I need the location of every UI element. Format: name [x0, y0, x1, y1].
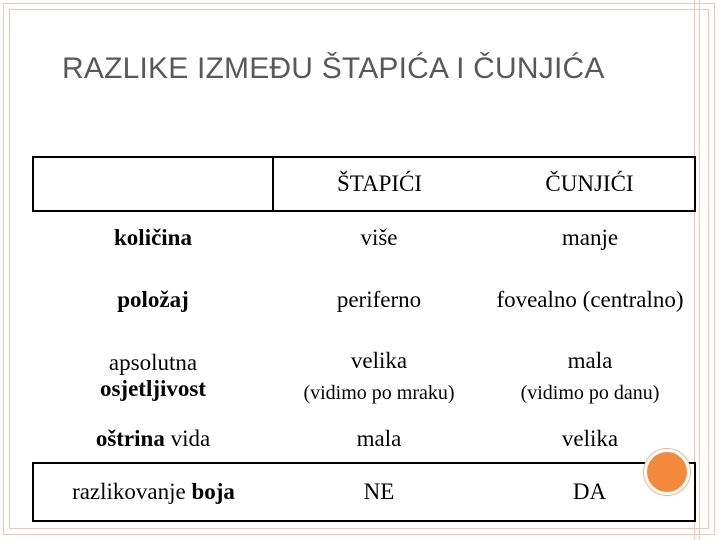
- row-label: [33, 336, 273, 416]
- cell-cunjici: DA: [485, 463, 695, 521]
- slide-title: RAZLIKE IZMEĐU ŠTAPIĆA I ČUNJIĆA: [62, 52, 605, 85]
- row-label-line2: osjetljivost: [99, 376, 207, 401]
- row-label-line1: apsolutna: [108, 350, 198, 375]
- header-cell-stapici: ŠTAPIĆI: [273, 157, 485, 211]
- decorative-circle: [644, 449, 690, 495]
- table-row: [33, 416, 695, 463]
- row-label-rest: razlikovanje: [72, 479, 192, 504]
- cell-stapici: [273, 336, 485, 416]
- cell-stapici-value: velika: [350, 347, 408, 373]
- row-label-bold: boja: [191, 479, 235, 504]
- row-label-bold: oštrina: [95, 426, 165, 451]
- cell-cunjici: [485, 264, 695, 336]
- decorative-line: [699, 0, 700, 540]
- cell-cunjici: velika: [485, 416, 695, 463]
- cell-cunjici: manje: [561, 225, 619, 250]
- cell-stapici: više: [360, 225, 398, 250]
- table-row: [33, 463, 695, 521]
- header-cell-cunjici: ČUNJIĆI: [485, 157, 695, 211]
- row-label: [33, 463, 273, 521]
- header-cell-empty: [33, 157, 273, 211]
- table-header-row: [33, 157, 695, 211]
- cell-cunjici: [485, 336, 695, 416]
- cell-cunjici-text: fovealno (centralno): [496, 287, 684, 312]
- cell-stapici: periferno: [336, 287, 422, 312]
- cell-stapici: NE: [273, 463, 485, 521]
- table-row: [33, 211, 695, 264]
- comparison-table: [32, 156, 696, 522]
- row-label: [33, 416, 273, 463]
- row-label: položaj: [117, 287, 189, 312]
- table-row: [33, 336, 695, 416]
- table-row: [33, 264, 695, 336]
- row-label: količina: [114, 225, 192, 250]
- cell-cunjici-value: mala: [567, 347, 613, 373]
- cell-stapici-note: (vidimo po mraku): [303, 381, 455, 404]
- row-label-rest: vida: [164, 426, 211, 451]
- cell-stapici: mala: [273, 416, 485, 463]
- cell-cunjici-note: (vidimo po danu): [520, 381, 660, 404]
